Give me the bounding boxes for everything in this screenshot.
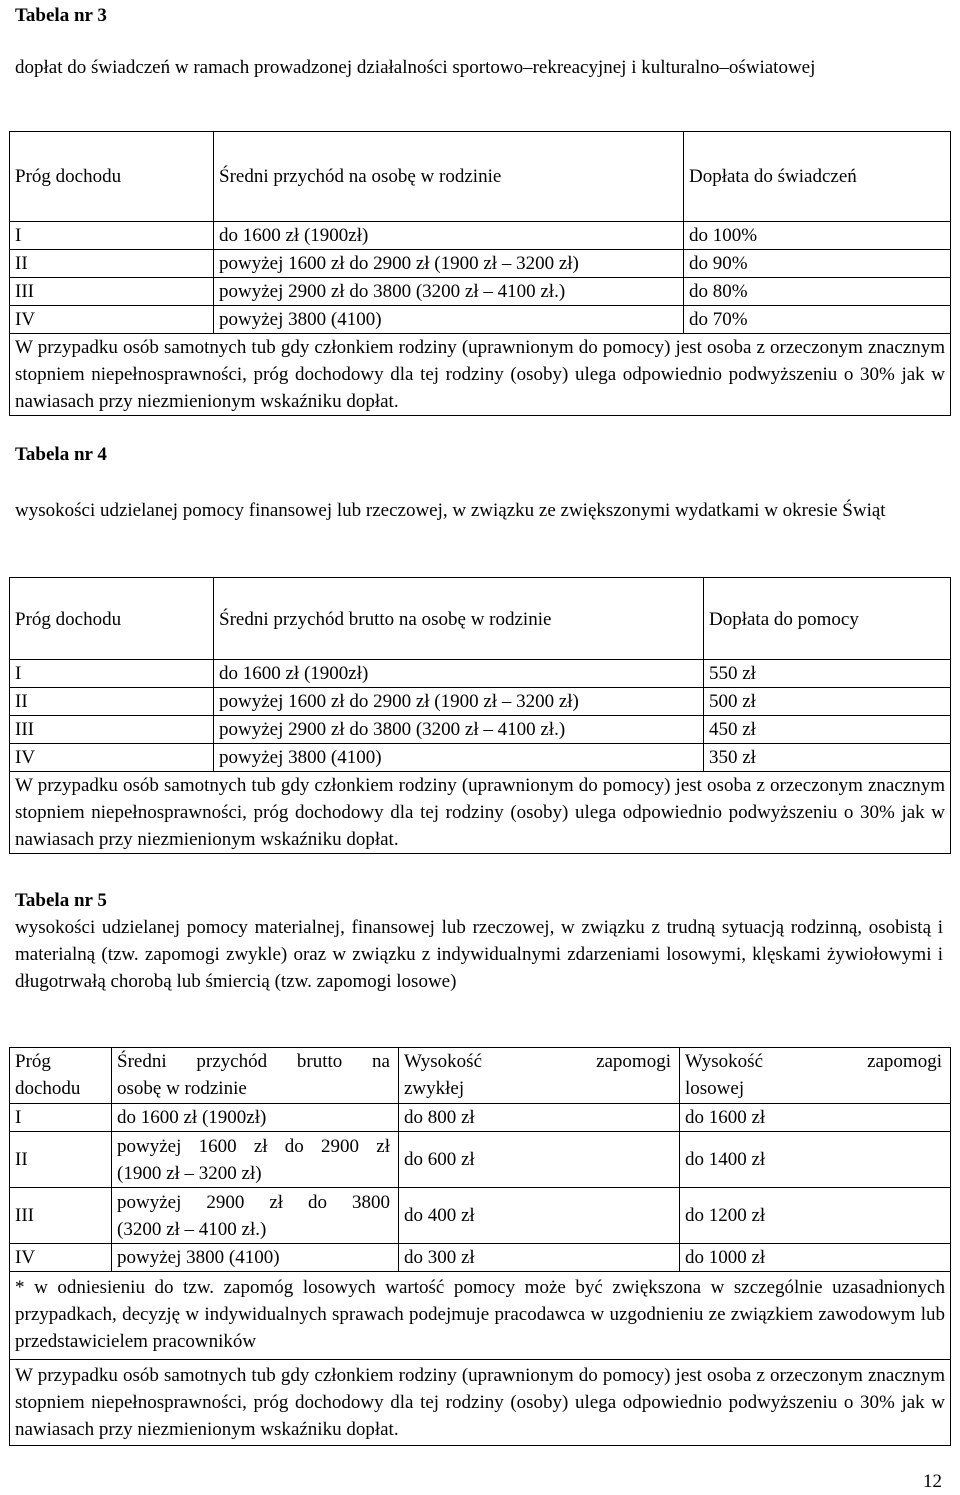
table-row [10, 1244, 951, 1272]
table5-description: wysokości udzielanej pomocy materialnej, finansowej lub rzeczowej, w związku z trudną sytuacją rodzinną, osobistą i materialną (tzw. zapomogi zwykle) oraz w związku z indywidualnymi zdarzeniami losowymi, klęskami żywiołowymi i długotrwałą chorobą lub śmiercią (tzw. zapomogi losowe) [15, 917, 943, 992]
header-prog: Próg dochodu [10, 578, 214, 660]
table5 [9, 1047, 951, 1446]
cell-income: do 1600 zł (1900zł) [112, 1104, 399, 1132]
cell-value: 500 zł [704, 688, 951, 716]
cell-prog: IV [10, 1244, 112, 1272]
header-dopłata: Dopłata do świadczeń [684, 132, 951, 222]
cell-prog: III [10, 278, 214, 306]
header-income: Średni przychód brutto na osobę w rodzinie [112, 1048, 399, 1104]
cell-zwykla: do 800 zł [399, 1104, 680, 1132]
cell-losowa: do 1000 zł [680, 1244, 951, 1272]
table-row [10, 250, 951, 278]
table-row [10, 1104, 951, 1132]
table-footnote-row [10, 1272, 951, 1360]
cell-zwykla: do 400 zł [399, 1188, 680, 1244]
table-row [10, 222, 951, 250]
cell-income: powyżej 3800 (4100) [214, 306, 684, 334]
table-row [10, 1132, 951, 1188]
header-prog: Próg dochodu [10, 132, 214, 222]
cell-value: 350 zł [704, 744, 951, 772]
cell-value: 550 zł [704, 660, 951, 688]
cell-value: 450 zł [704, 716, 951, 744]
table-row [10, 1188, 951, 1244]
cell-income: powyżej 3800 (4100) [214, 744, 704, 772]
table5-title: Tabela nr 5 [15, 890, 107, 911]
cell-losowa: do 1400 zł [680, 1132, 951, 1188]
table4-title: Tabela nr 4 [15, 444, 107, 465]
header-income: Średni przychód na osobę w rodzinie [214, 132, 684, 222]
cell-prog: I [10, 222, 214, 250]
table3-note: W przypadku osób samotnych tub gdy członkiem rodziny (uprawnionym do pomocy) jest osoba z orzeczonym znacznym stopniem niepełnosprawności, próg dochodowy dla tej rodziny (osoby) ulega odpowiednio podwyższeniu o 30% jak w nawiasach przy niezmienionym wskaźniku dopłat. [10, 334, 951, 416]
header-dopłata: Dopłata do pomocy [704, 578, 951, 660]
cell-prog: I [10, 1104, 112, 1132]
cell-prog: IV [10, 306, 214, 334]
table-row [10, 688, 951, 716]
cell-zwykla: do 600 zł [399, 1132, 680, 1188]
table4 [9, 577, 951, 854]
table-row [10, 716, 951, 744]
cell-prog: III [10, 1188, 112, 1244]
table-row [10, 660, 951, 688]
cell-income: powyżej 2900 zł do 3800 (3200 zł – 4100 zł.) [214, 278, 684, 306]
cell-prog: III [10, 716, 214, 744]
cell-losowa: do 1600 zł [680, 1104, 951, 1132]
cell-prog: II [10, 250, 214, 278]
cell-value: do 100% [684, 222, 951, 250]
cell-income: powyżej 2900 zł do 3800 (3200 zł – 4100 zł.) [112, 1188, 399, 1244]
header-losowa: Wysokość zapomogi losowej [680, 1048, 951, 1104]
cell-income: powyżej 3800 (4100) [112, 1244, 399, 1272]
table-row [10, 278, 951, 306]
table5-note: W przypadku osób samotnych tub gdy członkiem rodziny (uprawnionym do pomocy) jest osoba z orzeczonym znacznym stopniem niepełnosprawności, próg dochodowy dla tej rodziny (osoby) ulega odpowiednio podwyższeniu o 30% jak w nawiasach przy niezmienionym wskaźniku dopłat. [10, 1360, 951, 1446]
table-note-row [10, 1360, 951, 1446]
table-note-row [10, 334, 951, 416]
table3-description: dopłat do świadczeń w ramach prowadzonej działalności sportowo–rekreacyjnej i kulturalno–oświatowej [15, 57, 816, 78]
cell-income: powyżej 1600 zł do 2900 zł (1900 zł – 3200 zł) [112, 1132, 399, 1188]
cell-prog: IV [10, 744, 214, 772]
cell-prog: I [10, 660, 214, 688]
table-header-row [10, 132, 951, 222]
cell-value: do 90% [684, 250, 951, 278]
cell-income: do 1600 zł (1900zł) [214, 222, 684, 250]
table-header-row [10, 578, 951, 660]
header-prog: Próg dochodu [10, 1048, 112, 1104]
table-row [10, 744, 951, 772]
cell-zwykla: do 300 zł [399, 1244, 680, 1272]
page-number: 12 [923, 1471, 942, 1492]
header-income: Średni przychód brutto na osobę w rodzinie [214, 578, 704, 660]
cell-value: do 80% [684, 278, 951, 306]
cell-prog: II [10, 688, 214, 716]
cell-prog: II [10, 1132, 112, 1188]
table-header-row [10, 1048, 951, 1104]
table-row [10, 306, 951, 334]
table4-description: wysokości udzielanej pomocy finansowej lub rzeczowej, w związku ze zwiększonymi wydatkami w okresie Świąt [15, 500, 886, 521]
table5-footnote: * w odniesieniu do tzw. zapomóg losowych wartość pomocy może być zwiększona w szczególnie uzasadnionych przypadkach, decyzję w indywidualnych sprawach podejmuje pracodawca w uzgodnieniu ze związkiem zawodowym lub przedstawicielem pracowników [10, 1272, 951, 1360]
cell-income: powyżej 1600 zł do 2900 zł (1900 zł – 3200 zł) [214, 250, 684, 278]
cell-income: powyżej 1600 zł do 2900 zł (1900 zł – 3200 zł) [214, 688, 704, 716]
table4-note: W przypadku osób samotnych tub gdy członkiem rodziny (uprawnionym do pomocy) jest osoba z orzeczonym znacznym stopniem niepełnosprawności, próg dochodowy dla tej rodziny (osoby) ulega odpowiednio podwyższeniu o 30% jak w nawiasach przy niezmienionym wskaźniku dopłat. [10, 772, 951, 854]
table3 [9, 131, 951, 416]
table3-title: Tabela nr 3 [15, 5, 107, 26]
table-note-row [10, 772, 951, 854]
header-zwykla: Wysokość zapomogi zwykłej [399, 1048, 680, 1104]
cell-losowa: do 1200 zł [680, 1188, 951, 1244]
cell-income: powyżej 2900 zł do 3800 (3200 zł – 4100 zł.) [214, 716, 704, 744]
cell-value: do 70% [684, 306, 951, 334]
cell-income: do 1600 zł (1900zł) [214, 660, 704, 688]
